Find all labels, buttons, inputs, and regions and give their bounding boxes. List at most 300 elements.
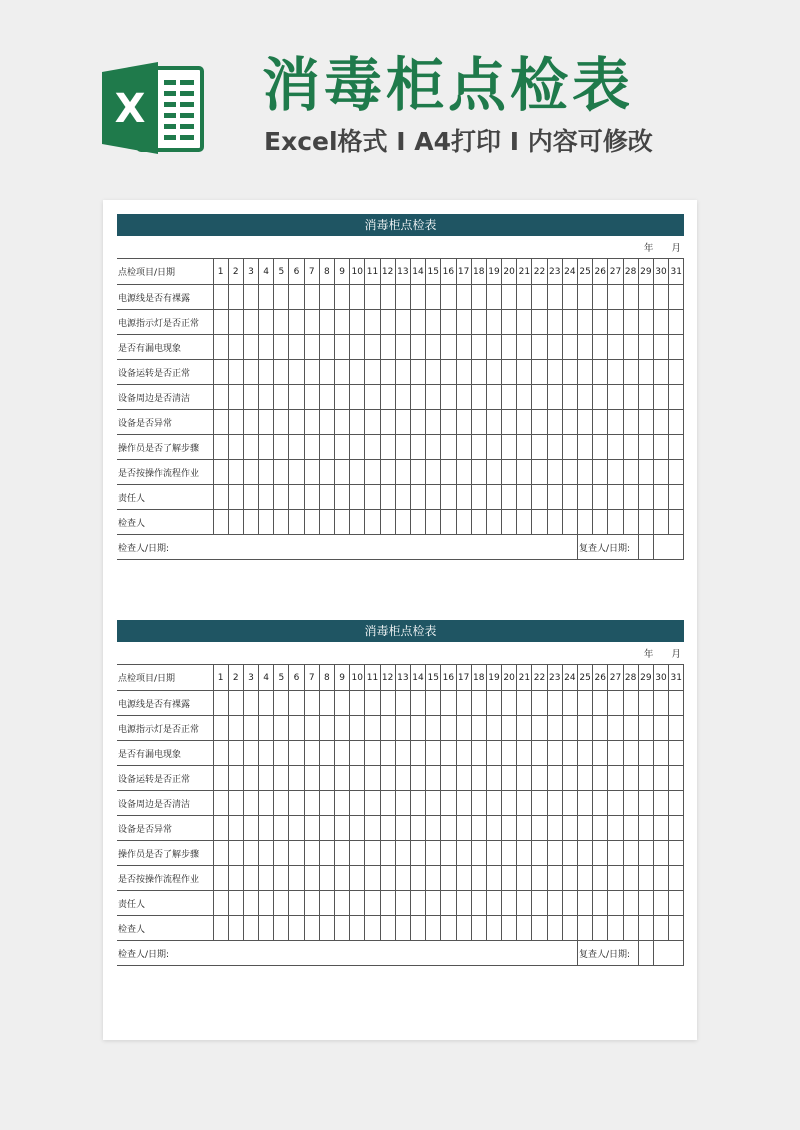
check-cell[interactable] — [471, 335, 486, 360]
check-cell[interactable] — [410, 716, 425, 741]
check-cell[interactable] — [380, 816, 395, 841]
check-cell[interactable] — [486, 766, 501, 791]
check-cell[interactable] — [304, 816, 319, 841]
check-cell[interactable] — [471, 385, 486, 410]
check-cell[interactable] — [365, 360, 380, 385]
check-cell[interactable] — [441, 741, 456, 766]
check-cell[interactable] — [213, 460, 228, 485]
check-cell[interactable] — [350, 691, 365, 716]
check-cell[interactable] — [410, 410, 425, 435]
check-cell[interactable] — [304, 285, 319, 310]
check-cell[interactable] — [335, 510, 350, 535]
check-cell[interactable] — [547, 435, 562, 460]
check-cell[interactable] — [638, 310, 653, 335]
check-cell[interactable] — [335, 916, 350, 941]
check-cell[interactable] — [410, 285, 425, 310]
check-cell[interactable] — [213, 435, 228, 460]
check-cell[interactable] — [562, 766, 577, 791]
check-cell[interactable] — [547, 335, 562, 360]
check-cell[interactable] — [243, 310, 258, 335]
check-cell[interactable] — [623, 691, 638, 716]
check-cell[interactable] — [380, 766, 395, 791]
check-cell[interactable] — [593, 791, 608, 816]
check-cell[interactable] — [669, 916, 684, 941]
check-cell[interactable] — [502, 385, 517, 410]
check-cell[interactable] — [456, 335, 471, 360]
check-cell[interactable] — [562, 841, 577, 866]
check-cell[interactable] — [623, 460, 638, 485]
check-cell[interactable] — [608, 916, 623, 941]
check-cell[interactable] — [213, 335, 228, 360]
check-cell[interactable] — [441, 716, 456, 741]
check-cell[interactable] — [517, 766, 532, 791]
check-cell[interactable] — [259, 460, 274, 485]
check-cell[interactable] — [319, 410, 334, 435]
check-cell[interactable] — [304, 360, 319, 385]
check-cell[interactable] — [380, 891, 395, 916]
check-cell[interactable] — [653, 916, 668, 941]
check-cell[interactable] — [608, 866, 623, 891]
check-cell[interactable] — [274, 766, 289, 791]
check-cell[interactable] — [335, 716, 350, 741]
check-cell[interactable] — [395, 741, 410, 766]
check-cell[interactable] — [623, 891, 638, 916]
check-cell[interactable] — [441, 841, 456, 866]
check-cell[interactable] — [593, 691, 608, 716]
check-cell[interactable] — [669, 891, 684, 916]
check-cell[interactable] — [380, 310, 395, 335]
check-cell[interactable] — [532, 766, 547, 791]
check-cell[interactable] — [653, 385, 668, 410]
check-cell[interactable] — [259, 360, 274, 385]
check-cell[interactable] — [259, 916, 274, 941]
check-cell[interactable] — [486, 335, 501, 360]
check-cell[interactable] — [243, 841, 258, 866]
check-cell[interactable] — [638, 841, 653, 866]
check-cell[interactable] — [380, 716, 395, 741]
check-cell[interactable] — [517, 916, 532, 941]
check-cell[interactable] — [532, 335, 547, 360]
check-cell[interactable] — [456, 435, 471, 460]
check-cell[interactable] — [380, 285, 395, 310]
reviewer-date-field-extra[interactable] — [653, 535, 683, 560]
check-cell[interactable] — [502, 435, 517, 460]
check-cell[interactable] — [395, 791, 410, 816]
check-cell[interactable] — [638, 691, 653, 716]
check-cell[interactable] — [608, 435, 623, 460]
check-cell[interactable] — [395, 891, 410, 916]
check-cell[interactable] — [228, 385, 243, 410]
check-cell[interactable] — [486, 310, 501, 335]
check-cell[interactable] — [638, 335, 653, 360]
check-cell[interactable] — [608, 410, 623, 435]
check-cell[interactable] — [274, 916, 289, 941]
check-cell[interactable] — [213, 385, 228, 410]
check-cell[interactable] — [259, 866, 274, 891]
check-cell[interactable] — [365, 866, 380, 891]
check-cell[interactable] — [486, 866, 501, 891]
check-cell[interactable] — [456, 741, 471, 766]
check-cell[interactable] — [669, 385, 684, 410]
check-cell[interactable] — [547, 766, 562, 791]
check-cell[interactable] — [213, 741, 228, 766]
check-cell[interactable] — [441, 916, 456, 941]
check-cell[interactable] — [608, 385, 623, 410]
check-cell[interactable] — [456, 285, 471, 310]
check-cell[interactable] — [486, 460, 501, 485]
check-cell[interactable] — [517, 460, 532, 485]
check-cell[interactable] — [243, 335, 258, 360]
check-cell[interactable] — [669, 691, 684, 716]
check-cell[interactable] — [304, 891, 319, 916]
check-cell[interactable] — [502, 335, 517, 360]
check-cell[interactable] — [304, 916, 319, 941]
check-cell[interactable] — [228, 891, 243, 916]
check-cell[interactable] — [274, 410, 289, 435]
check-cell[interactable] — [532, 310, 547, 335]
check-cell[interactable] — [289, 841, 304, 866]
check-cell[interactable] — [456, 791, 471, 816]
check-cell[interactable] — [471, 916, 486, 941]
check-cell[interactable] — [502, 791, 517, 816]
year-month-cell[interactable] — [117, 642, 684, 665]
check-cell[interactable] — [228, 741, 243, 766]
check-cell[interactable] — [304, 510, 319, 535]
check-cell[interactable] — [547, 510, 562, 535]
check-cell[interactable] — [304, 691, 319, 716]
check-cell[interactable] — [365, 766, 380, 791]
check-cell[interactable] — [319, 891, 334, 916]
check-cell[interactable] — [426, 891, 441, 916]
check-cell[interactable] — [319, 385, 334, 410]
check-cell[interactable] — [335, 691, 350, 716]
check-cell[interactable] — [486, 410, 501, 435]
check-cell[interactable] — [669, 816, 684, 841]
check-cell[interactable] — [335, 285, 350, 310]
check-cell[interactable] — [304, 485, 319, 510]
check-cell[interactable] — [517, 866, 532, 891]
check-cell[interactable] — [426, 841, 441, 866]
check-cell[interactable] — [562, 485, 577, 510]
check-cell[interactable] — [289, 866, 304, 891]
check-cell[interactable] — [395, 510, 410, 535]
check-cell[interactable] — [517, 360, 532, 385]
year-month-cell[interactable] — [117, 236, 684, 259]
check-cell[interactable] — [578, 716, 593, 741]
check-cell[interactable] — [274, 741, 289, 766]
check-cell[interactable] — [638, 816, 653, 841]
check-cell[interactable] — [213, 360, 228, 385]
check-cell[interactable] — [335, 385, 350, 410]
check-cell[interactable] — [623, 841, 638, 866]
check-cell[interactable] — [578, 866, 593, 891]
check-cell[interactable] — [578, 285, 593, 310]
check-cell[interactable] — [380, 741, 395, 766]
check-cell[interactable] — [502, 510, 517, 535]
check-cell[interactable] — [213, 510, 228, 535]
check-cell[interactable] — [517, 435, 532, 460]
check-cell[interactable] — [471, 310, 486, 335]
check-cell[interactable] — [653, 435, 668, 460]
check-cell[interactable] — [578, 335, 593, 360]
check-cell[interactable] — [319, 335, 334, 360]
check-cell[interactable] — [304, 410, 319, 435]
check-cell[interactable] — [593, 766, 608, 791]
check-cell[interactable] — [259, 841, 274, 866]
check-cell[interactable] — [350, 310, 365, 335]
check-cell[interactable] — [350, 816, 365, 841]
check-cell[interactable] — [259, 385, 274, 410]
check-cell[interactable] — [608, 791, 623, 816]
check-cell[interactable] — [471, 716, 486, 741]
check-cell[interactable] — [562, 510, 577, 535]
check-cell[interactable] — [593, 335, 608, 360]
check-cell[interactable] — [243, 285, 258, 310]
check-cell[interactable] — [486, 741, 501, 766]
check-cell[interactable] — [517, 285, 532, 310]
check-cell[interactable] — [319, 691, 334, 716]
check-cell[interactable] — [228, 335, 243, 360]
check-cell[interactable] — [547, 891, 562, 916]
check-cell[interactable] — [243, 766, 258, 791]
check-cell[interactable] — [623, 741, 638, 766]
check-cell[interactable] — [623, 866, 638, 891]
check-cell[interactable] — [441, 766, 456, 791]
check-cell[interactable] — [319, 866, 334, 891]
check-cell[interactable] — [380, 410, 395, 435]
check-cell[interactable] — [426, 335, 441, 360]
check-cell[interactable] — [426, 435, 441, 460]
check-cell[interactable] — [532, 916, 547, 941]
check-cell[interactable] — [395, 285, 410, 310]
check-cell[interactable] — [608, 285, 623, 310]
check-cell[interactable] — [486, 510, 501, 535]
check-cell[interactable] — [274, 360, 289, 385]
check-cell[interactable] — [410, 460, 425, 485]
check-cell[interactable] — [517, 335, 532, 360]
check-cell[interactable] — [593, 510, 608, 535]
check-cell[interactable] — [274, 460, 289, 485]
check-cell[interactable] — [289, 385, 304, 410]
check-cell[interactable] — [304, 460, 319, 485]
check-cell[interactable] — [243, 360, 258, 385]
check-cell[interactable] — [365, 285, 380, 310]
check-cell[interactable] — [456, 891, 471, 916]
check-cell[interactable] — [608, 691, 623, 716]
check-cell[interactable] — [486, 485, 501, 510]
check-cell[interactable] — [426, 510, 441, 535]
check-cell[interactable] — [289, 435, 304, 460]
check-cell[interactable] — [335, 791, 350, 816]
check-cell[interactable] — [335, 766, 350, 791]
check-cell[interactable] — [471, 435, 486, 460]
check-cell[interactable] — [426, 741, 441, 766]
check-cell[interactable] — [365, 816, 380, 841]
check-cell[interactable] — [350, 335, 365, 360]
check-cell[interactable] — [380, 435, 395, 460]
check-cell[interactable] — [593, 816, 608, 841]
check-cell[interactable] — [532, 841, 547, 866]
check-cell[interactable] — [502, 841, 517, 866]
check-cell[interactable] — [365, 716, 380, 741]
check-cell[interactable] — [441, 410, 456, 435]
check-cell[interactable] — [486, 916, 501, 941]
check-cell[interactable] — [578, 691, 593, 716]
check-cell[interactable] — [456, 866, 471, 891]
check-cell[interactable] — [562, 891, 577, 916]
check-cell[interactable] — [350, 510, 365, 535]
check-cell[interactable] — [228, 410, 243, 435]
check-cell[interactable] — [456, 510, 471, 535]
check-cell[interactable] — [259, 691, 274, 716]
check-cell[interactable] — [335, 435, 350, 460]
check-cell[interactable] — [653, 310, 668, 335]
check-cell[interactable] — [365, 691, 380, 716]
check-cell[interactable] — [243, 716, 258, 741]
check-cell[interactable] — [365, 485, 380, 510]
check-cell[interactable] — [441, 310, 456, 335]
check-cell[interactable] — [638, 916, 653, 941]
check-cell[interactable] — [669, 485, 684, 510]
check-cell[interactable] — [410, 841, 425, 866]
check-cell[interactable] — [502, 485, 517, 510]
check-cell[interactable] — [319, 285, 334, 310]
check-cell[interactable] — [289, 485, 304, 510]
check-cell[interactable] — [274, 691, 289, 716]
check-cell[interactable] — [274, 841, 289, 866]
check-cell[interactable] — [426, 410, 441, 435]
check-cell[interactable] — [380, 691, 395, 716]
check-cell[interactable] — [259, 485, 274, 510]
check-cell[interactable] — [259, 435, 274, 460]
check-cell[interactable] — [243, 485, 258, 510]
check-cell[interactable] — [365, 335, 380, 360]
check-cell[interactable] — [213, 816, 228, 841]
check-cell[interactable] — [380, 485, 395, 510]
check-cell[interactable] — [410, 385, 425, 410]
check-cell[interactable] — [259, 816, 274, 841]
check-cell[interactable] — [471, 841, 486, 866]
check-cell[interactable] — [243, 385, 258, 410]
check-cell[interactable] — [653, 335, 668, 360]
check-cell[interactable] — [319, 791, 334, 816]
check-cell[interactable] — [304, 866, 319, 891]
check-cell[interactable] — [274, 385, 289, 410]
check-cell[interactable] — [471, 285, 486, 310]
check-cell[interactable] — [608, 460, 623, 485]
check-cell[interactable] — [289, 916, 304, 941]
check-cell[interactable] — [562, 460, 577, 485]
check-cell[interactable] — [350, 385, 365, 410]
check-cell[interactable] — [365, 310, 380, 335]
check-cell[interactable] — [517, 310, 532, 335]
check-cell[interactable] — [228, 360, 243, 385]
check-cell[interactable] — [638, 285, 653, 310]
check-cell[interactable] — [426, 310, 441, 335]
check-cell[interactable] — [653, 410, 668, 435]
check-cell[interactable] — [623, 285, 638, 310]
check-cell[interactable] — [441, 360, 456, 385]
check-cell[interactable] — [289, 310, 304, 335]
check-cell[interactable] — [623, 791, 638, 816]
check-cell[interactable] — [593, 866, 608, 891]
check-cell[interactable] — [289, 716, 304, 741]
check-cell[interactable] — [410, 435, 425, 460]
check-cell[interactable] — [517, 385, 532, 410]
check-cell[interactable] — [638, 435, 653, 460]
check-cell[interactable] — [228, 841, 243, 866]
check-cell[interactable] — [456, 360, 471, 385]
check-cell[interactable] — [547, 385, 562, 410]
check-cell[interactable] — [532, 510, 547, 535]
check-cell[interactable] — [638, 766, 653, 791]
check-cell[interactable] — [426, 866, 441, 891]
check-cell[interactable] — [395, 691, 410, 716]
check-cell[interactable] — [319, 460, 334, 485]
check-cell[interactable] — [441, 816, 456, 841]
check-cell[interactable] — [502, 891, 517, 916]
check-cell[interactable] — [410, 916, 425, 941]
check-cell[interactable] — [441, 285, 456, 310]
check-cell[interactable] — [304, 335, 319, 360]
check-cell[interactable] — [426, 360, 441, 385]
check-cell[interactable] — [213, 891, 228, 916]
check-cell[interactable] — [426, 766, 441, 791]
check-cell[interactable] — [532, 385, 547, 410]
check-cell[interactable] — [578, 385, 593, 410]
check-cell[interactable] — [289, 766, 304, 791]
check-cell[interactable] — [562, 691, 577, 716]
check-cell[interactable] — [410, 891, 425, 916]
check-cell[interactable] — [213, 916, 228, 941]
check-cell[interactable] — [395, 816, 410, 841]
check-cell[interactable] — [274, 485, 289, 510]
check-cell[interactable] — [274, 310, 289, 335]
check-cell[interactable] — [243, 510, 258, 535]
check-cell[interactable] — [319, 841, 334, 866]
check-cell[interactable] — [593, 385, 608, 410]
check-cell[interactable] — [365, 741, 380, 766]
check-cell[interactable] — [274, 816, 289, 841]
check-cell[interactable] — [456, 410, 471, 435]
check-cell[interactable] — [653, 866, 668, 891]
check-cell[interactable] — [456, 485, 471, 510]
check-cell[interactable] — [593, 891, 608, 916]
check-cell[interactable] — [578, 310, 593, 335]
check-cell[interactable] — [304, 385, 319, 410]
check-cell[interactable] — [410, 816, 425, 841]
check-cell[interactable] — [532, 410, 547, 435]
check-cell[interactable] — [410, 866, 425, 891]
check-cell[interactable] — [638, 410, 653, 435]
check-cell[interactable] — [593, 716, 608, 741]
check-cell[interactable] — [653, 791, 668, 816]
check-cell[interactable] — [228, 766, 243, 791]
check-cell[interactable] — [365, 435, 380, 460]
reviewer-date-field[interactable] — [638, 941, 653, 966]
check-cell[interactable] — [426, 816, 441, 841]
check-cell[interactable] — [335, 816, 350, 841]
check-cell[interactable] — [471, 410, 486, 435]
check-cell[interactable] — [578, 766, 593, 791]
check-cell[interactable] — [623, 310, 638, 335]
check-cell[interactable] — [471, 766, 486, 791]
reviewer-date-field[interactable] — [638, 535, 653, 560]
check-cell[interactable] — [395, 841, 410, 866]
check-cell[interactable] — [304, 716, 319, 741]
check-cell[interactable] — [486, 791, 501, 816]
check-cell[interactable] — [486, 716, 501, 741]
